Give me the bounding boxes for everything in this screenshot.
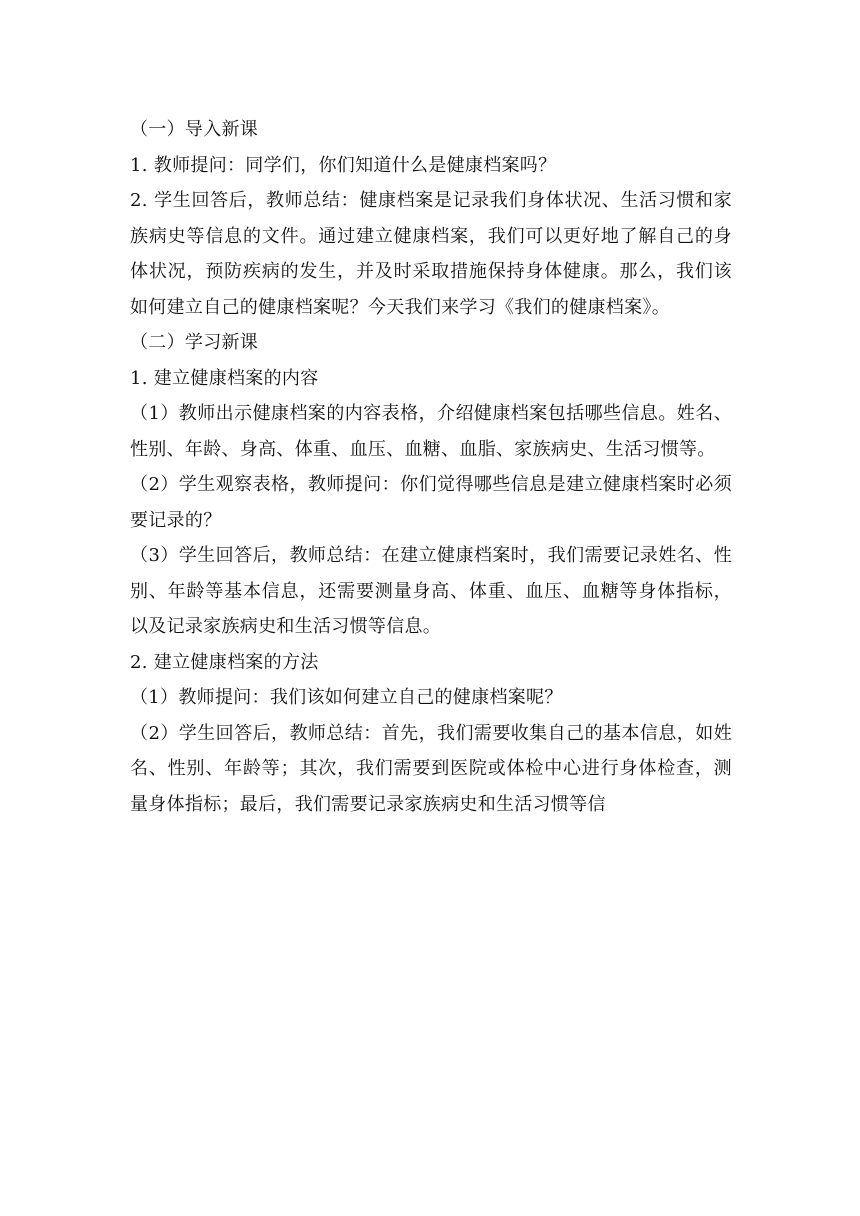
paragraph-content-table: （1）教师出示健康档案的内容表格，介绍健康档案包括哪些信息。姓名、性别、年龄、身高、体重、血压、血糖、血脂、家族病史、生活习惯等。 xyxy=(130,403,732,460)
paragraph-method-question: （1）教师提问：我们该如何建立自己的健康档案呢？ xyxy=(130,687,563,708)
document-body xyxy=(130,112,732,822)
paragraph-teacher-summary-intro: 2. 学生回答后，教师总结：健康档案是记录我们身体状况、生活习惯和家族病史等信息的文件。通过建立健康档案，我们可以更好地了解自己的身体状况，预防疾病的发生，并及时采取措施保持身体健康。那么，我们该如何建立自己的健康档案呢？今天我们来学习《我们的健康档案》。 xyxy=(130,190,732,318)
paragraph-teacher-question: 1. 教师提问：同学们，你们知道什么是健康档案吗？ xyxy=(130,154,557,176)
paragraph-method-summary: （2）学生回答后，教师总结：首先，我们需要收集自己的基本信息，如姓名、性别、年龄等；其次，我们需要到医院或体检中心进行身体检查，测量身体指标；最后，我们需要记录家族病史和生活习惯等信 xyxy=(130,722,732,815)
paragraph-content-summary: （3）学生回答后，教师总结：在建立健康档案时，我们需要记录姓名、性别、年龄等基本信息，还需要测量身高、体重、血压、血糖等身体指标，以及记录家族病史和生活习惯等信息。 xyxy=(130,545,732,637)
subsection-heading-content: 1. 建立健康档案的内容 xyxy=(130,367,319,389)
section-heading-new-lesson: （二）学习新课 xyxy=(130,332,259,353)
paragraph-observe-table: （2）学生观察表格，教师提问：你们觉得哪些信息是建立健康档案时必须要记录的？ xyxy=(130,474,732,531)
subsection-heading-method: 2. 建立健康档案的方法 xyxy=(130,651,319,673)
section-heading-intro: （一）导入新课 xyxy=(130,119,259,140)
